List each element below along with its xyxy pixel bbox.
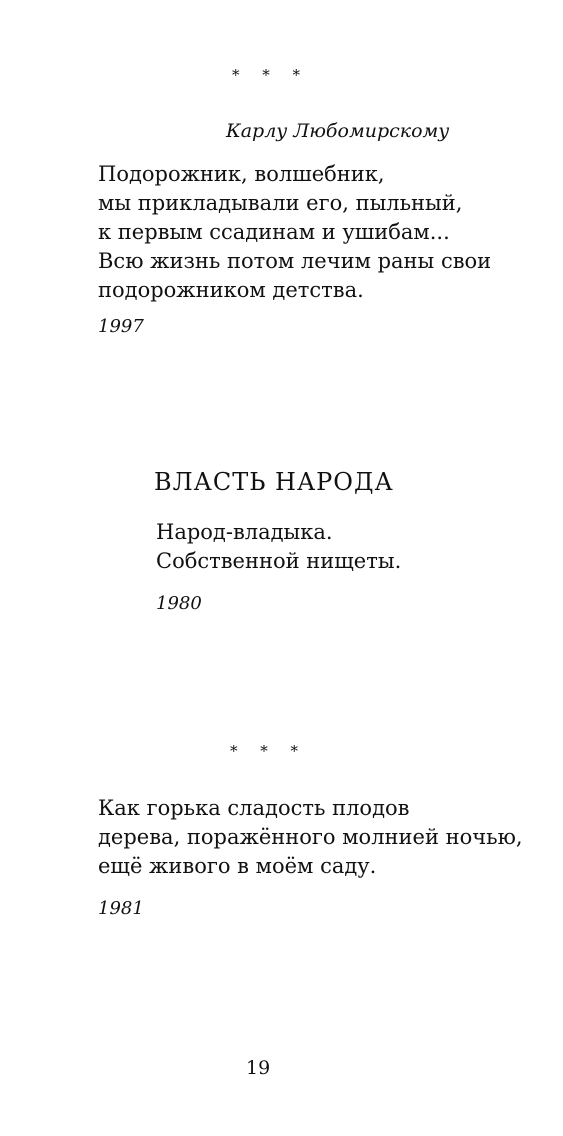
poem-text bbox=[98, 160, 491, 305]
poem-line: Как горька сладость плодов bbox=[98, 796, 410, 820]
poem-line: дерева, поражённого молнией ночью, bbox=[98, 825, 523, 849]
poem-text bbox=[156, 518, 401, 576]
section-separator-stars: * * * bbox=[232, 66, 310, 84]
poem-dedication: Карлу Любомирскому bbox=[226, 120, 450, 142]
poem-line: Всю жизнь потом лечим раны свои bbox=[98, 249, 492, 273]
poem-title: ВЛАСТЬ НАРОДА bbox=[154, 468, 394, 496]
poem-line: Подорожник, волшебник, bbox=[98, 162, 385, 186]
poem-year: 1997 bbox=[98, 316, 144, 337]
poem-line: Народ-владыка. bbox=[156, 520, 333, 544]
section-separator-stars: * * * bbox=[230, 742, 308, 760]
poem-year: 1980 bbox=[156, 593, 202, 614]
poem-line: к первым ссадинам и ушибам... bbox=[98, 220, 450, 244]
poem-line: ещё живого в моём саду. bbox=[98, 854, 377, 878]
poem-line: Собственной нищеты. bbox=[156, 549, 402, 573]
poem-year: 1981 bbox=[98, 898, 144, 919]
page-number: 19 bbox=[246, 1057, 271, 1079]
poem-text bbox=[98, 794, 523, 881]
poem-line: подорожником детства. bbox=[98, 278, 364, 302]
poem-line: мы прикладывали его, пыльный, bbox=[98, 191, 463, 215]
